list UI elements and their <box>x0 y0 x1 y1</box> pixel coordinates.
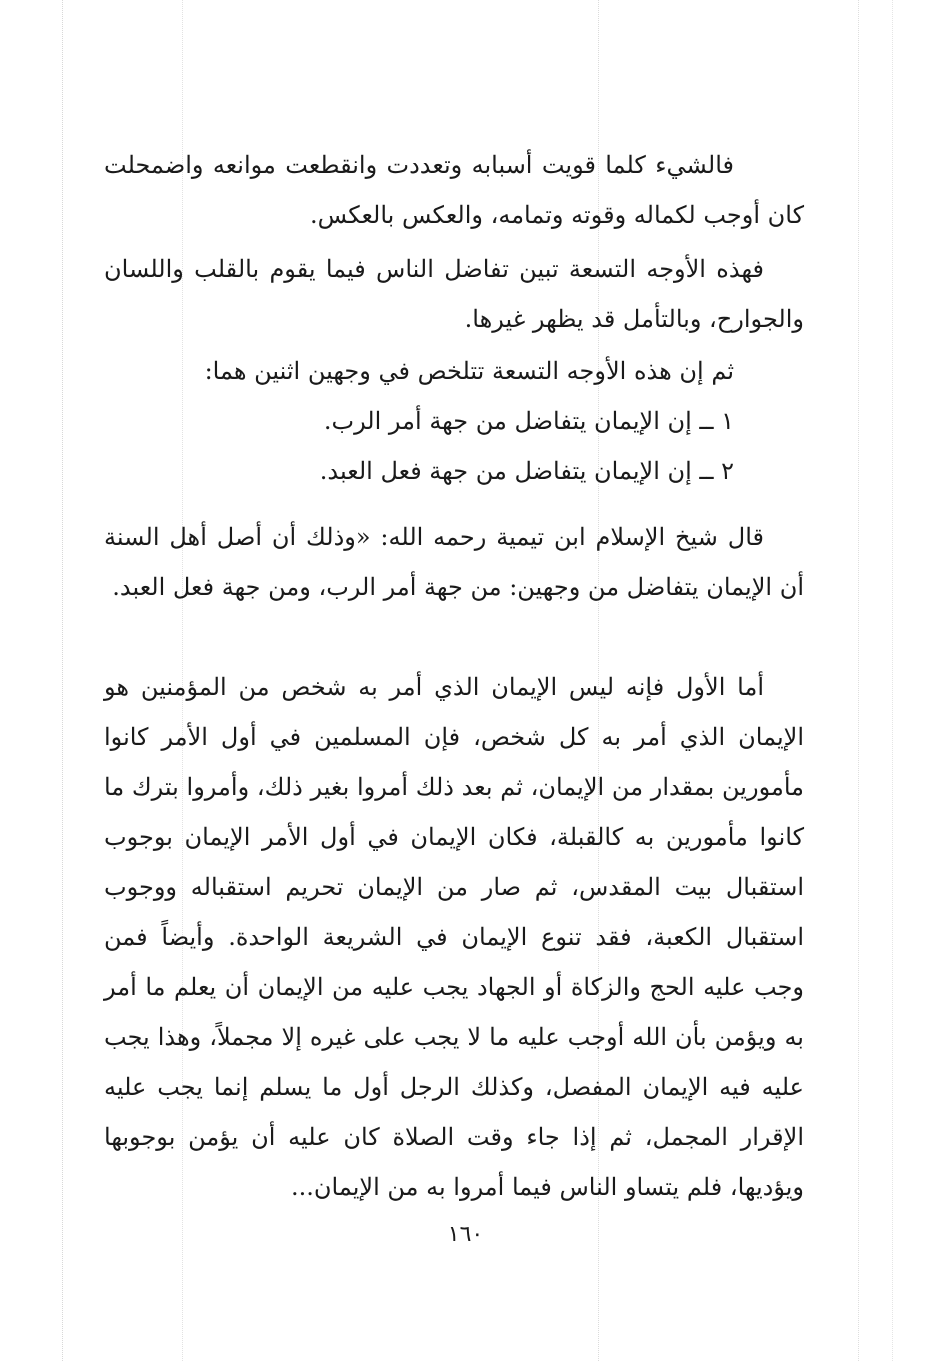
scan-artifact-line <box>858 0 859 1361</box>
list-item: ٢ ــ إن الإيمان يتفاضل من جهة فعل العبد. <box>319 457 734 485</box>
paragraph-ibn-taymiyyah-quote: قال شيخ الإسلام ابن تيمية رحمه الله: «وذلك أن أصل أهل السنة أن الإيمان يتفاضل من وجهين: من جهة أمر الرب، ومن جهة فعل العبد. <box>104 523 804 601</box>
list-item: ١ ــ إن الإيمان يتفاضل من جهة أمر الرب. <box>323 407 734 435</box>
two-aspects-list <box>104 346 804 496</box>
scan-artifact-line <box>892 0 893 1361</box>
page-number: ١٦٠ <box>447 1222 484 1247</box>
paragraph-nine-aspects: فهذه الأوجه التسعة تبين تفاضل الناس فيما يقوم بالقلب واللسان والجوارح، وبالتأمل قد يظهر غيرها. <box>104 255 804 333</box>
paragraph-causes: فالشيء كلما قويت أسبابه وتعددت وانقطعت موانعه واضمحلت كان أوجب لكماله وقوته وتمامه، والعكس بالعكس. <box>104 151 804 229</box>
list-intro: ثم إن هذه الأوجه التسعة تتلخص في وجهين اثنين هما: <box>204 357 734 385</box>
paragraph-first-aspect: أما الأول فإنه ليس الإيمان الذي أمر به شخص من المؤمنين هو الإيمان الذي أمر به كل شخص، فإن المسلمين في أول الأمر كانوا مأمورين بمقدار من الإيمان، ثم بعد ذلك أمروا بغير ذلك، وأمروا بترك ما كانوا مأمورين به كالقبلة، فكان الإيمان في أول الأمر الإيمان بوجوب استقبال بيت المقدس، ثم صار من الإيمان تحريم استقباله ووجوب استقبال الكعبة، فقد تنوع الإيمان في الشريعة الواحدة. وأيضاً فمن وجب عليه الحج والزكاة أو الجهاد يجب عليه من الإيمان أن يعلم ما أمر به ويؤمن بأن الله أوجب عليه ما لا يجب على غيره إلا مجملاً، وهذا يجب عليه فيه الإيمان المفصل، وكذلك الرجل أول ما يسلم إنما يجب عليه الإقرار المجمل، ثم إذا جاء وقت الصلاة كان عليه أن يؤمن بوجوبها ويؤديها، فلم يتساو الناس فيما أمروا به من الإيمان... <box>104 673 805 1201</box>
scan-artifact-line <box>62 0 63 1361</box>
